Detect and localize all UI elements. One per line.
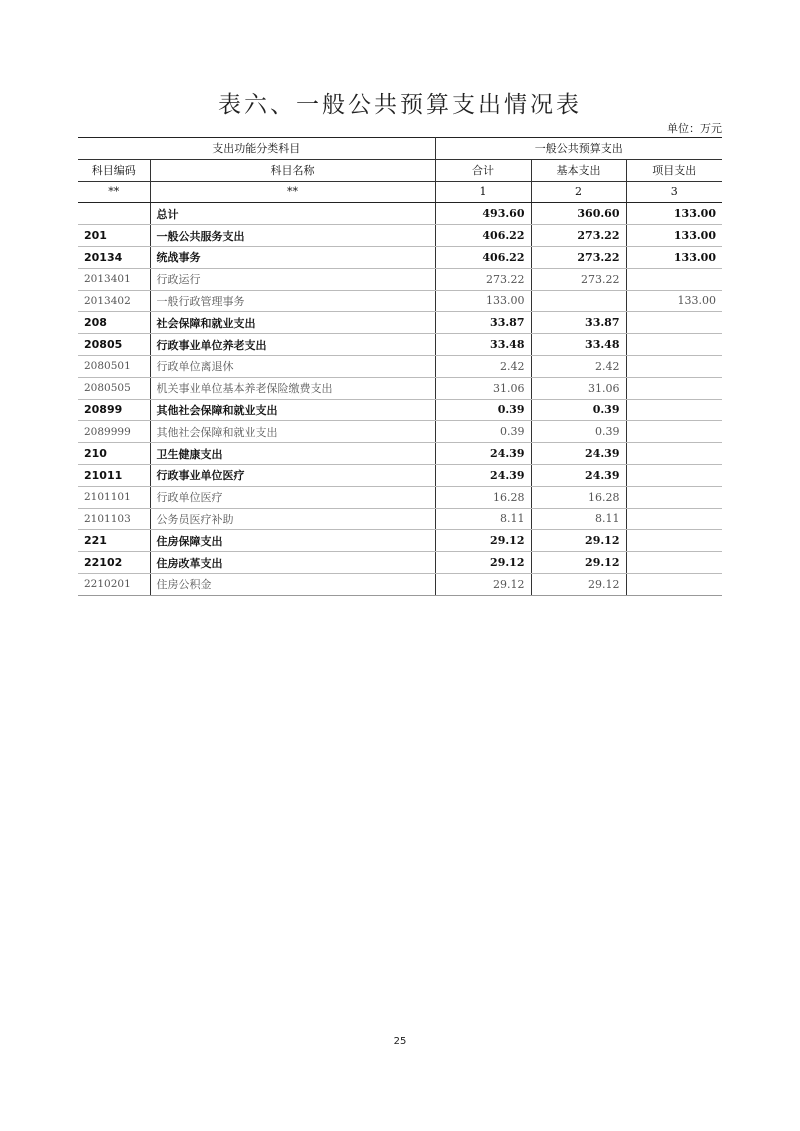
index-total: 1 [435,181,531,203]
row-project [626,508,722,530]
row-code: 20899 [78,399,150,421]
row-basic: 29.12 [531,573,626,595]
header-index-row [78,181,722,203]
table-row [78,290,722,312]
row-code: 2080501 [78,355,150,377]
header-group-left: 支出功能分类科目 [78,138,435,160]
table-row [78,268,722,290]
unit-label: 单位：万元 [667,122,722,135]
row-basic: 2.42 [531,355,626,377]
header-basic: 基本支出 [531,159,626,181]
row-basic: 31.06 [531,377,626,399]
budget-table [78,137,722,596]
table-row [78,486,722,508]
header-project: 项目支出 [626,159,722,181]
row-total: 273.22 [435,268,531,290]
row-basic: 33.87 [531,312,626,334]
row-name: 机关事业单位基本养老保险缴费支出 [150,377,435,399]
row-project [626,399,722,421]
header-group-right: 一般公共预算支出 [435,138,722,160]
page-title: 表六、一般公共预算支出情况表 [218,92,582,118]
table-row [78,443,722,465]
row-basic: 24.39 [531,443,626,465]
row-project [626,573,722,595]
table-row [78,377,722,399]
table-row [78,246,722,268]
row-basic: 29.12 [531,552,626,574]
row-basic: 0.39 [531,421,626,443]
row-name: 总计 [150,203,435,225]
row-code: 221 [78,530,150,552]
row-code: 2089999 [78,421,150,443]
row-name: 行政单位医疗 [150,486,435,508]
row-project [626,552,722,574]
row-name: 公务员医疗补助 [150,508,435,530]
row-total: 31.06 [435,377,531,399]
row-total: 2.42 [435,355,531,377]
row-total: 33.87 [435,312,531,334]
row-project [626,421,722,443]
row-total: 0.39 [435,421,531,443]
row-name: 一般公共服务支出 [150,225,435,247]
index-name: ** [150,181,435,203]
row-total: 16.28 [435,486,531,508]
row-total: 29.12 [435,573,531,595]
row-basic: 0.39 [531,399,626,421]
row-total: 24.39 [435,464,531,486]
row-name: 住房保障支出 [150,530,435,552]
row-total: 406.22 [435,246,531,268]
table-row [78,421,722,443]
table-row [78,203,722,225]
row-code: 22102 [78,552,150,574]
row-basic: 273.22 [531,225,626,247]
row-basic: 16.28 [531,486,626,508]
table-row [78,552,722,574]
row-total: 33.48 [435,334,531,356]
table-row [78,334,722,356]
row-code: 21011 [78,464,150,486]
row-name: 卫生健康支出 [150,443,435,465]
row-project [626,464,722,486]
table-row [78,508,722,530]
table-row [78,399,722,421]
row-project [626,334,722,356]
row-name: 社会保障和就业支出 [150,312,435,334]
row-basic: 24.39 [531,464,626,486]
row-name: 行政事业单位医疗 [150,464,435,486]
header-group-row [78,138,722,160]
table-row [78,355,722,377]
row-basic [531,290,626,312]
row-code: 20805 [78,334,150,356]
row-project [626,443,722,465]
row-code: 2080505 [78,377,150,399]
row-project [626,312,722,334]
row-project: 133.00 [626,290,722,312]
row-project: 133.00 [626,225,722,247]
row-code: 210 [78,443,150,465]
row-total: 29.12 [435,552,531,574]
row-total: 0.39 [435,399,531,421]
row-code [78,203,150,225]
table-body [78,203,722,595]
header-code: 科目编码 [78,159,150,181]
table-row [78,225,722,247]
index-code: ** [78,181,150,203]
row-name: 统战事务 [150,246,435,268]
row-basic: 29.12 [531,530,626,552]
row-name: 其他社会保障和就业支出 [150,421,435,443]
row-basic: 360.60 [531,203,626,225]
index-basic: 2 [531,181,626,203]
table-row [78,312,722,334]
row-name: 住房改革支出 [150,552,435,574]
table-row [78,573,722,595]
row-code: 2101103 [78,508,150,530]
row-name: 行政运行 [150,268,435,290]
row-code: 2101101 [78,486,150,508]
row-code: 2013402 [78,290,150,312]
row-name: 行政事业单位养老支出 [150,334,435,356]
header-name: 科目名称 [150,159,435,181]
row-name: 一般行政管理事务 [150,290,435,312]
row-project [626,355,722,377]
row-project: 133.00 [626,246,722,268]
row-project [626,530,722,552]
row-name: 住房公积金 [150,573,435,595]
row-total: 493.60 [435,203,531,225]
row-basic: 273.22 [531,246,626,268]
row-code: 2013401 [78,268,150,290]
row-total: 24.39 [435,443,531,465]
table-row [78,530,722,552]
row-basic: 273.22 [531,268,626,290]
row-name: 其他社会保障和就业支出 [150,399,435,421]
row-total: 406.22 [435,225,531,247]
row-project: 133.00 [626,203,722,225]
row-code: 20134 [78,246,150,268]
row-total: 29.12 [435,530,531,552]
row-project [626,268,722,290]
row-basic: 8.11 [531,508,626,530]
header-column-row [78,159,722,181]
row-project [626,377,722,399]
row-code: 208 [78,312,150,334]
row-code: 201 [78,225,150,247]
row-total: 8.11 [435,508,531,530]
row-total: 133.00 [435,290,531,312]
table-row [78,464,722,486]
header-total: 合计 [435,159,531,181]
row-project [626,486,722,508]
index-project: 3 [626,181,722,203]
page-number: 25 [393,1036,407,1047]
row-name: 行政单位离退休 [150,355,435,377]
row-code: 2210201 [78,573,150,595]
row-basic: 33.48 [531,334,626,356]
